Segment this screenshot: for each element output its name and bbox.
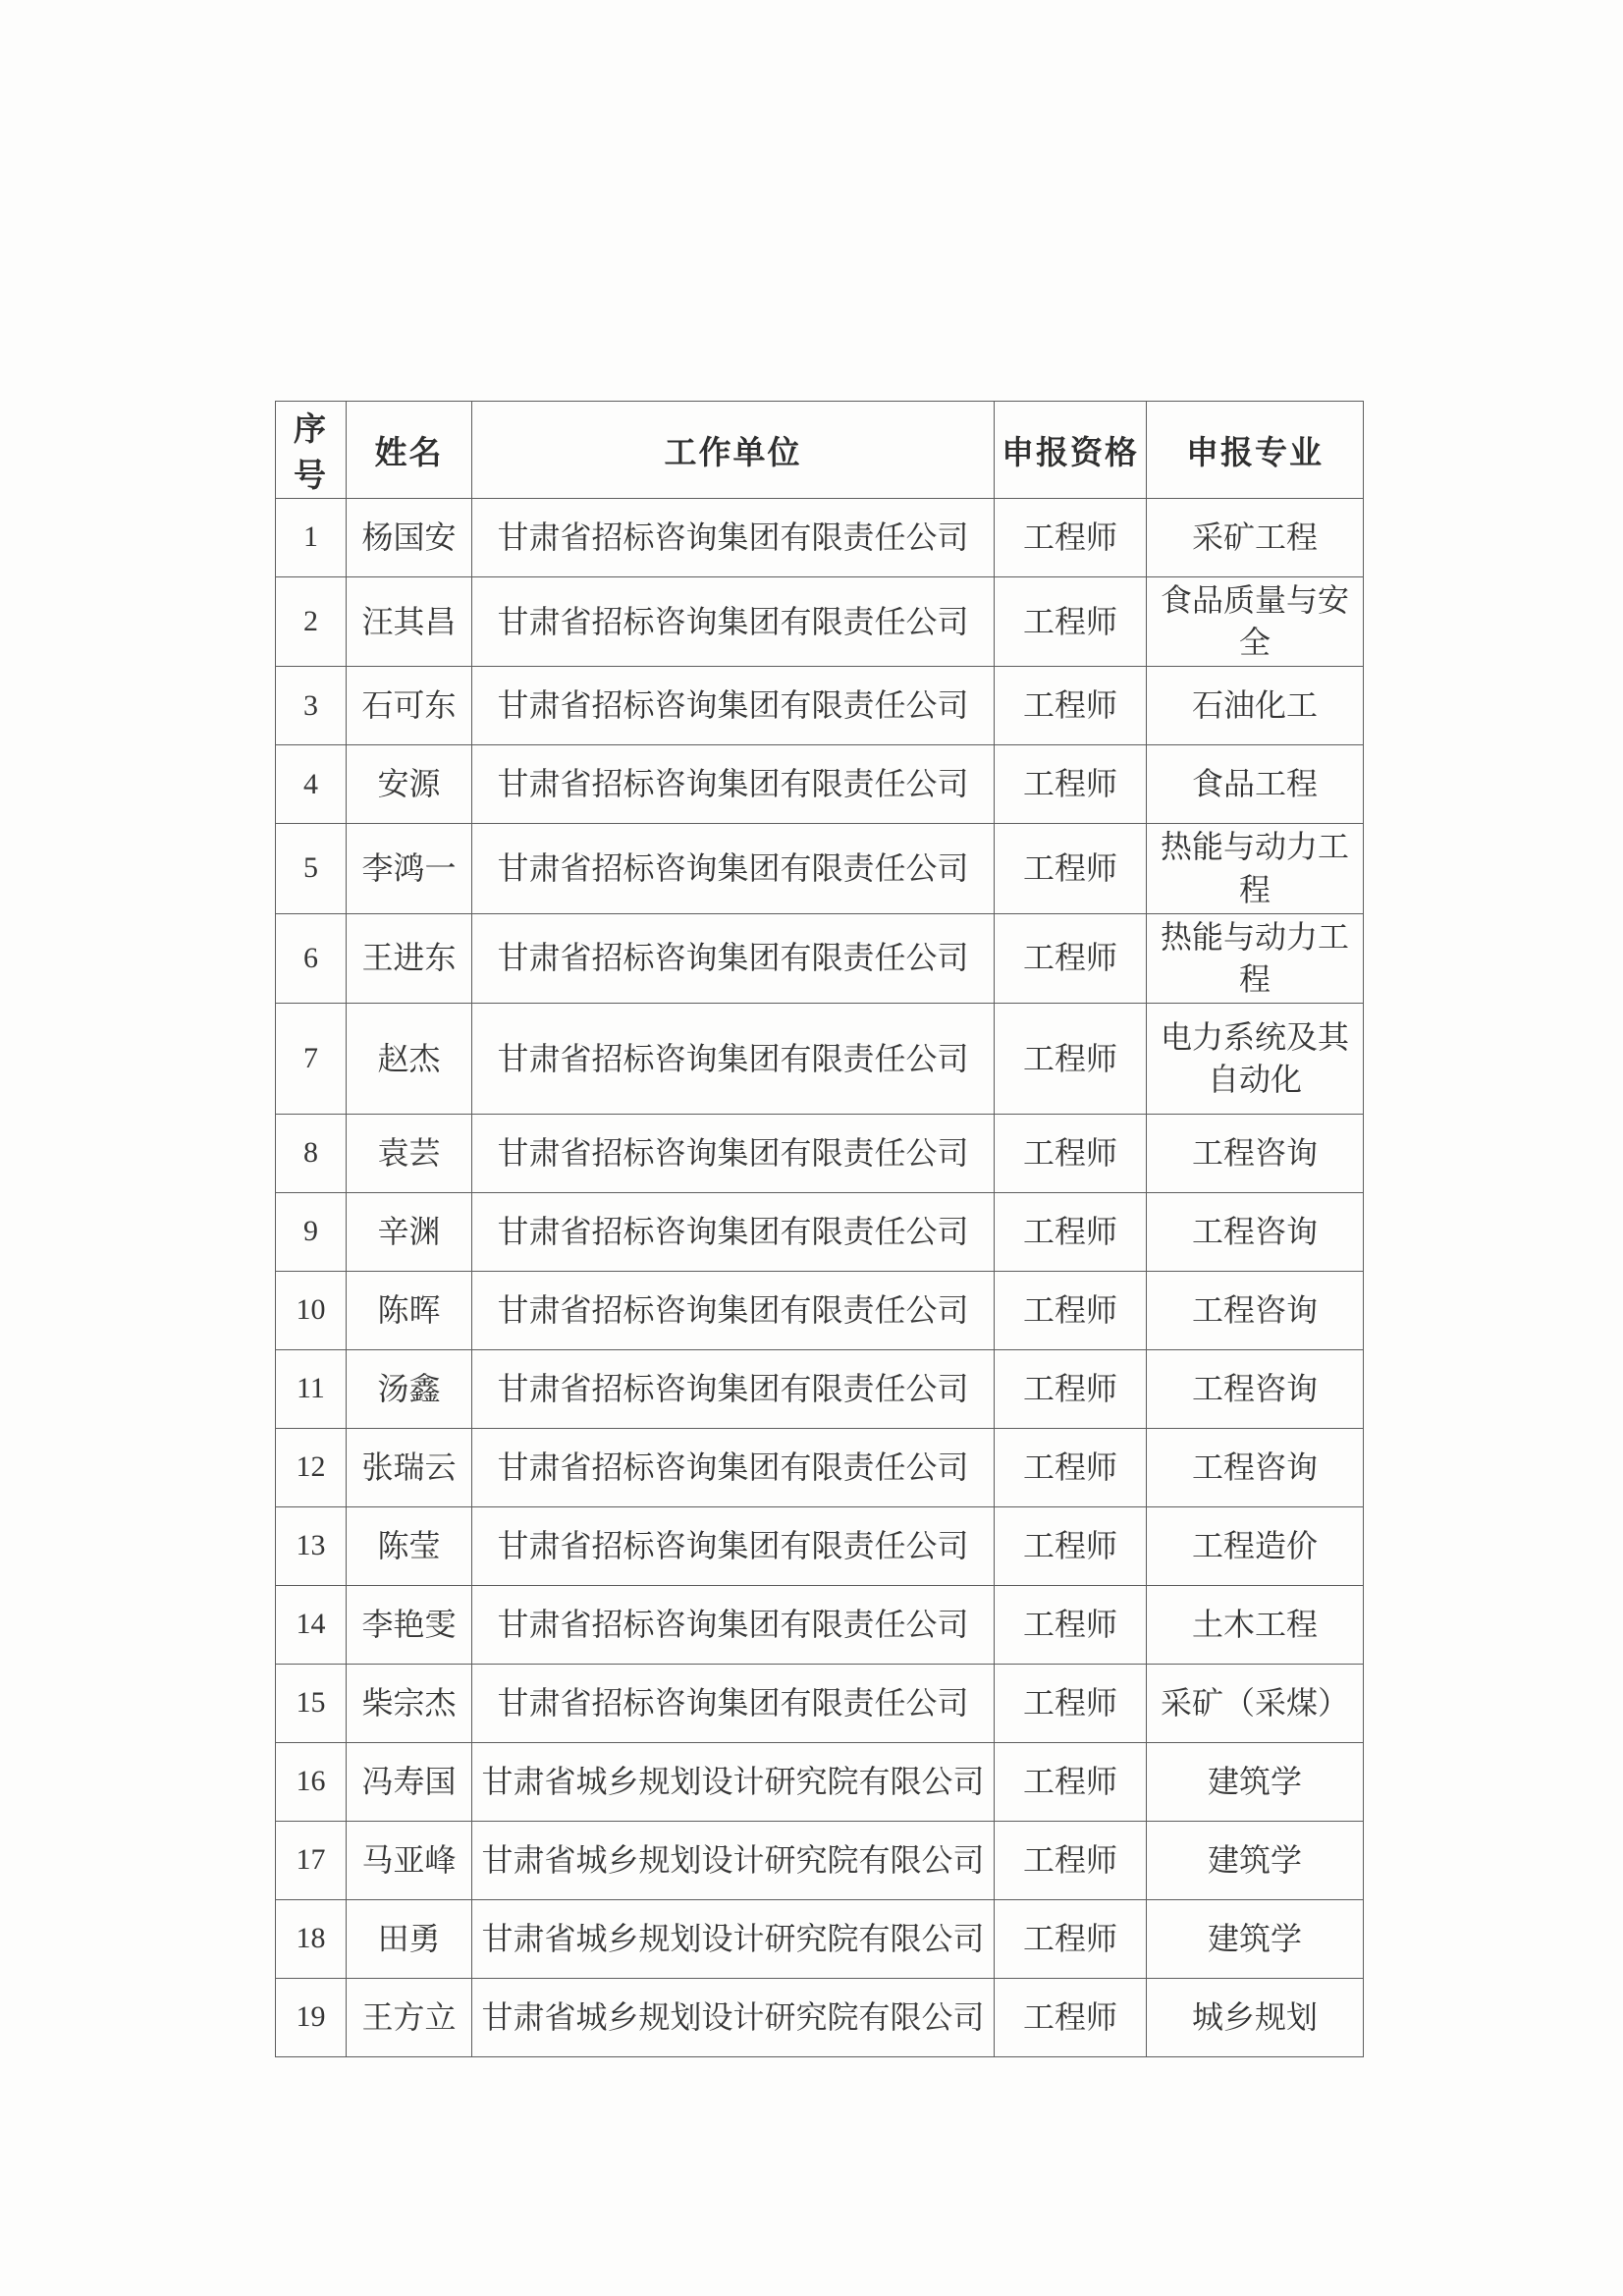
table-header xyxy=(276,402,1364,499)
table-row xyxy=(276,1507,1364,1586)
employer-cell: 甘肃省城乡规划设计研究院有限公司 xyxy=(472,1743,995,1822)
qualification-cell: 工程师 xyxy=(995,1507,1147,1586)
specialty-cell: 工程咨询 xyxy=(1147,1115,1364,1193)
employer-cell: 甘肃省城乡规划设计研究院有限公司 xyxy=(472,1979,995,2057)
name-cell: 汤鑫 xyxy=(347,1350,472,1429)
name-cell: 陈莹 xyxy=(347,1507,472,1586)
employer-cell: 甘肃省招标咨询集团有限责任公司 xyxy=(472,1004,995,1115)
specialty-cell: 土木工程 xyxy=(1147,1586,1364,1665)
table-row xyxy=(276,913,1364,1003)
table-row xyxy=(276,1665,1364,1743)
qualification-cell: 工程师 xyxy=(995,1004,1147,1115)
name-cell: 李鸿一 xyxy=(347,824,472,913)
row-index-cell: 14 xyxy=(276,1586,347,1665)
name-cell: 赵杰 xyxy=(347,1004,472,1115)
employer-cell: 甘肃省招标咨询集团有限责任公司 xyxy=(472,1193,995,1272)
applicant-roster-table xyxy=(275,401,1364,2057)
employer-cell: 甘肃省招标咨询集团有限责任公司 xyxy=(472,1272,995,1350)
employer-cell: 甘肃省招标咨询集团有限责任公司 xyxy=(472,499,995,577)
header-row xyxy=(276,402,1364,499)
table-row xyxy=(276,745,1364,824)
employer-cell: 甘肃省招标咨询集团有限责任公司 xyxy=(472,1507,995,1586)
specialty-cell: 工程咨询 xyxy=(1147,1193,1364,1272)
table-row xyxy=(276,1004,1364,1115)
name-cell: 陈晖 xyxy=(347,1272,472,1350)
specialty-cell: 热能与动力工程 xyxy=(1147,913,1364,1003)
row-index-cell: 2 xyxy=(276,577,347,667)
row-index-cell: 4 xyxy=(276,745,347,824)
employer-cell: 甘肃省招标咨询集团有限责任公司 xyxy=(472,1350,995,1429)
specialty-cell: 建筑学 xyxy=(1147,1900,1364,1979)
table-row xyxy=(276,1743,1364,1822)
table-row xyxy=(276,499,1364,577)
employer-cell: 甘肃省招标咨询集团有限责任公司 xyxy=(472,667,995,745)
specialty-cell: 采矿（采煤） xyxy=(1147,1665,1364,1743)
name-cell: 王方立 xyxy=(347,1979,472,2057)
header-qualification: 申报资格 xyxy=(995,402,1147,499)
table-row xyxy=(276,1350,1364,1429)
header-name: 姓名 xyxy=(347,402,472,499)
specialty-cell: 热能与动力工程 xyxy=(1147,824,1364,913)
qualification-cell: 工程师 xyxy=(995,1979,1147,2057)
employer-cell: 甘肃省招标咨询集团有限责任公司 xyxy=(472,577,995,667)
qualification-cell: 工程师 xyxy=(995,667,1147,745)
specialty-cell: 工程咨询 xyxy=(1147,1272,1364,1350)
qualification-cell: 工程师 xyxy=(995,745,1147,824)
table-row xyxy=(276,667,1364,745)
qualification-cell: 工程师 xyxy=(995,1900,1147,1979)
table-row xyxy=(276,577,1364,667)
name-cell: 袁芸 xyxy=(347,1115,472,1193)
row-index-cell: 16 xyxy=(276,1743,347,1822)
row-index-cell: 13 xyxy=(276,1507,347,1586)
name-cell: 安源 xyxy=(347,745,472,824)
employer-cell: 甘肃省招标咨询集团有限责任公司 xyxy=(472,913,995,1003)
specialty-cell: 建筑学 xyxy=(1147,1822,1364,1900)
qualification-cell: 工程师 xyxy=(995,824,1147,913)
specialty-cell: 建筑学 xyxy=(1147,1743,1364,1822)
qualification-cell: 工程师 xyxy=(995,577,1147,667)
table-row xyxy=(276,1193,1364,1272)
employer-cell: 甘肃省招标咨询集团有限责任公司 xyxy=(472,1586,995,1665)
name-cell: 王进东 xyxy=(347,913,472,1003)
row-index-cell: 3 xyxy=(276,667,347,745)
employer-cell: 甘肃省招标咨询集团有限责任公司 xyxy=(472,1115,995,1193)
table-row xyxy=(276,1900,1364,1979)
qualification-cell: 工程师 xyxy=(995,1350,1147,1429)
row-index-cell: 15 xyxy=(276,1665,347,1743)
table-row xyxy=(276,1272,1364,1350)
header-employer: 工作单位 xyxy=(472,402,995,499)
table-row xyxy=(276,1115,1364,1193)
row-index-cell: 17 xyxy=(276,1822,347,1900)
employer-cell: 甘肃省招标咨询集团有限责任公司 xyxy=(472,745,995,824)
name-cell: 张瑞云 xyxy=(347,1429,472,1507)
name-cell: 马亚峰 xyxy=(347,1822,472,1900)
qualification-cell: 工程师 xyxy=(995,913,1147,1003)
employer-cell: 甘肃省城乡规划设计研究院有限公司 xyxy=(472,1822,995,1900)
employer-cell: 甘肃省招标咨询集团有限责任公司 xyxy=(472,1429,995,1507)
row-index-cell: 1 xyxy=(276,499,347,577)
qualification-cell: 工程师 xyxy=(995,1822,1147,1900)
table-row xyxy=(276,1979,1364,2057)
table-body xyxy=(276,499,1364,2057)
specialty-cell: 城乡规划 xyxy=(1147,1979,1364,2057)
row-index-cell: 8 xyxy=(276,1115,347,1193)
row-index-cell: 18 xyxy=(276,1900,347,1979)
qualification-cell: 工程师 xyxy=(995,1665,1147,1743)
qualification-cell: 工程师 xyxy=(995,1429,1147,1507)
specialty-cell: 工程咨询 xyxy=(1147,1350,1364,1429)
qualification-cell: 工程师 xyxy=(995,1743,1147,1822)
specialty-cell: 工程咨询 xyxy=(1147,1429,1364,1507)
row-index-cell: 10 xyxy=(276,1272,347,1350)
table-row xyxy=(276,1429,1364,1507)
qualification-cell: 工程师 xyxy=(995,1586,1147,1665)
name-cell: 田勇 xyxy=(347,1900,472,1979)
employer-cell: 甘肃省招标咨询集团有限责任公司 xyxy=(472,1665,995,1743)
employer-cell: 甘肃省招标咨询集团有限责任公司 xyxy=(472,824,995,913)
specialty-cell: 工程造价 xyxy=(1147,1507,1364,1586)
specialty-cell: 食品工程 xyxy=(1147,745,1364,824)
specialty-cell: 石油化工 xyxy=(1147,667,1364,745)
row-index-cell: 6 xyxy=(276,913,347,1003)
qualification-cell: 工程师 xyxy=(995,499,1147,577)
table-row xyxy=(276,824,1364,913)
specialty-cell: 采矿工程 xyxy=(1147,499,1364,577)
table-row xyxy=(276,1822,1364,1900)
row-index-cell: 9 xyxy=(276,1193,347,1272)
name-cell: 冯寿国 xyxy=(347,1743,472,1822)
row-index-cell: 19 xyxy=(276,1979,347,2057)
row-index-cell: 7 xyxy=(276,1004,347,1115)
name-cell: 柴宗杰 xyxy=(347,1665,472,1743)
specialty-cell: 食品质量与安全 xyxy=(1147,577,1364,667)
qualification-cell: 工程师 xyxy=(995,1272,1147,1350)
table-row xyxy=(276,1586,1364,1665)
row-index-cell: 5 xyxy=(276,824,347,913)
header-specialty: 申报专业 xyxy=(1147,402,1364,499)
row-index-cell: 11 xyxy=(276,1350,347,1429)
name-cell: 汪其昌 xyxy=(347,577,472,667)
name-cell: 杨国安 xyxy=(347,499,472,577)
row-index-cell: 12 xyxy=(276,1429,347,1507)
employer-cell: 甘肃省城乡规划设计研究院有限公司 xyxy=(472,1900,995,1979)
qualification-cell: 工程师 xyxy=(995,1193,1147,1272)
specialty-cell: 电力系统及其自动化 xyxy=(1147,1004,1364,1115)
name-cell: 辛渊 xyxy=(347,1193,472,1272)
header-index: 序号 xyxy=(276,402,347,499)
qualification-cell: 工程师 xyxy=(995,1115,1147,1193)
name-cell: 李艳雯 xyxy=(347,1586,472,1665)
name-cell: 石可东 xyxy=(347,667,472,745)
